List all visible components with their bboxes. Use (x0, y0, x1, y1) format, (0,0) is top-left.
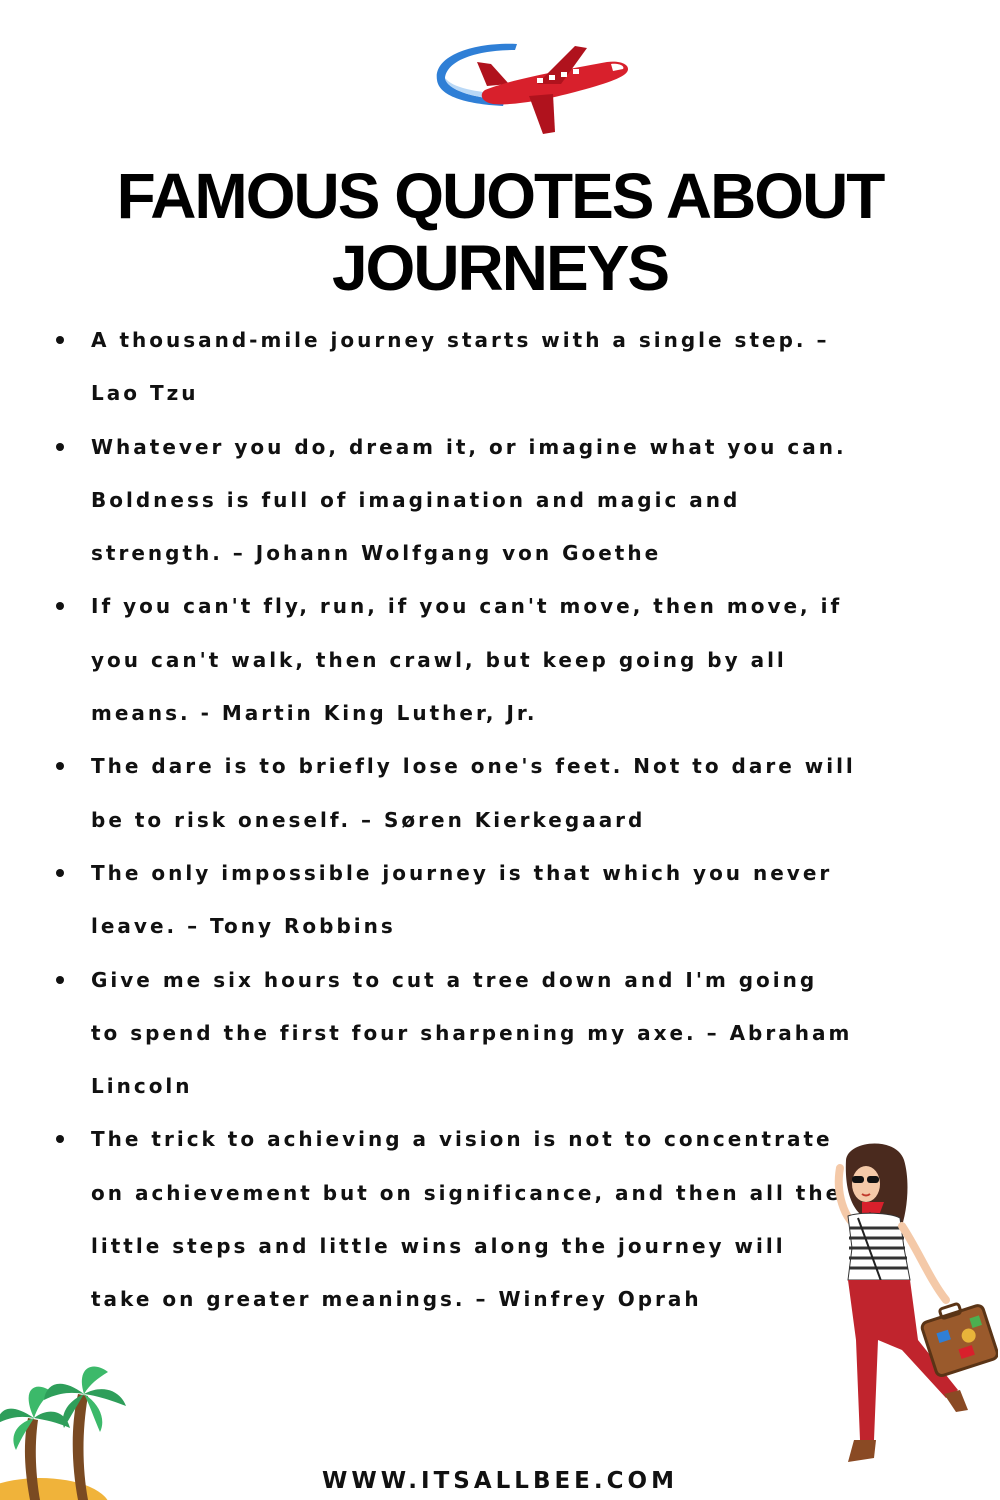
list-item (56, 740, 856, 847)
quote-text: Give me six hours to cut a tree down and I'm going to spend the first four sharpening my axe. – Abraham Lincoln (91, 967, 853, 1099)
quotes-list (56, 314, 856, 1327)
list-item (56, 421, 856, 581)
bullet-icon (56, 976, 64, 984)
bullet-icon (56, 762, 64, 770)
bullet-icon (56, 1135, 64, 1143)
quote-text: The dare is to briefly lose one's feet. Not to dare will be to risk oneself. – Søren Kierkegaard (91, 754, 856, 832)
quote-text: A thousand-mile journey starts with a single step. – Lao Tzu (91, 328, 830, 406)
list-item (56, 580, 856, 740)
quote-text: Whatever you do, dream it, or imagine what you can. Boldness is full of imagination and magic and strength. – Johann Wolfgang von Goethe (91, 434, 847, 566)
traveler-woman-illustration (818, 1140, 998, 1485)
website-url: WWW.ITSALLBEE.COM (322, 1468, 678, 1494)
list-item (56, 314, 856, 421)
list-item (56, 847, 856, 954)
list-item (56, 1113, 856, 1326)
bullet-icon (56, 602, 64, 610)
quote-text: The only impossible journey is that which you never leave. – Tony Robbins (91, 860, 833, 939)
bullet-icon (56, 869, 64, 877)
quote-text: The trick to achieving a vision is not to concentrate on achievement but on significance, and then all the little steps and little wins along the journey will take on greater meanings. – Winfrey Oprah (91, 1127, 843, 1312)
page-title: FAMOUS QUOTES ABOUT JOURNEYS (116, 160, 884, 304)
airplane-icon (425, 38, 635, 138)
bullet-icon (56, 336, 64, 344)
list-item (56, 954, 856, 1114)
bullet-icon (56, 443, 64, 451)
quote-text: If you can't fly, run, if you can't move, then move, if you can't walk, then crawl, but keep going by all means. - Martin King Luther, Jr. (91, 594, 843, 726)
